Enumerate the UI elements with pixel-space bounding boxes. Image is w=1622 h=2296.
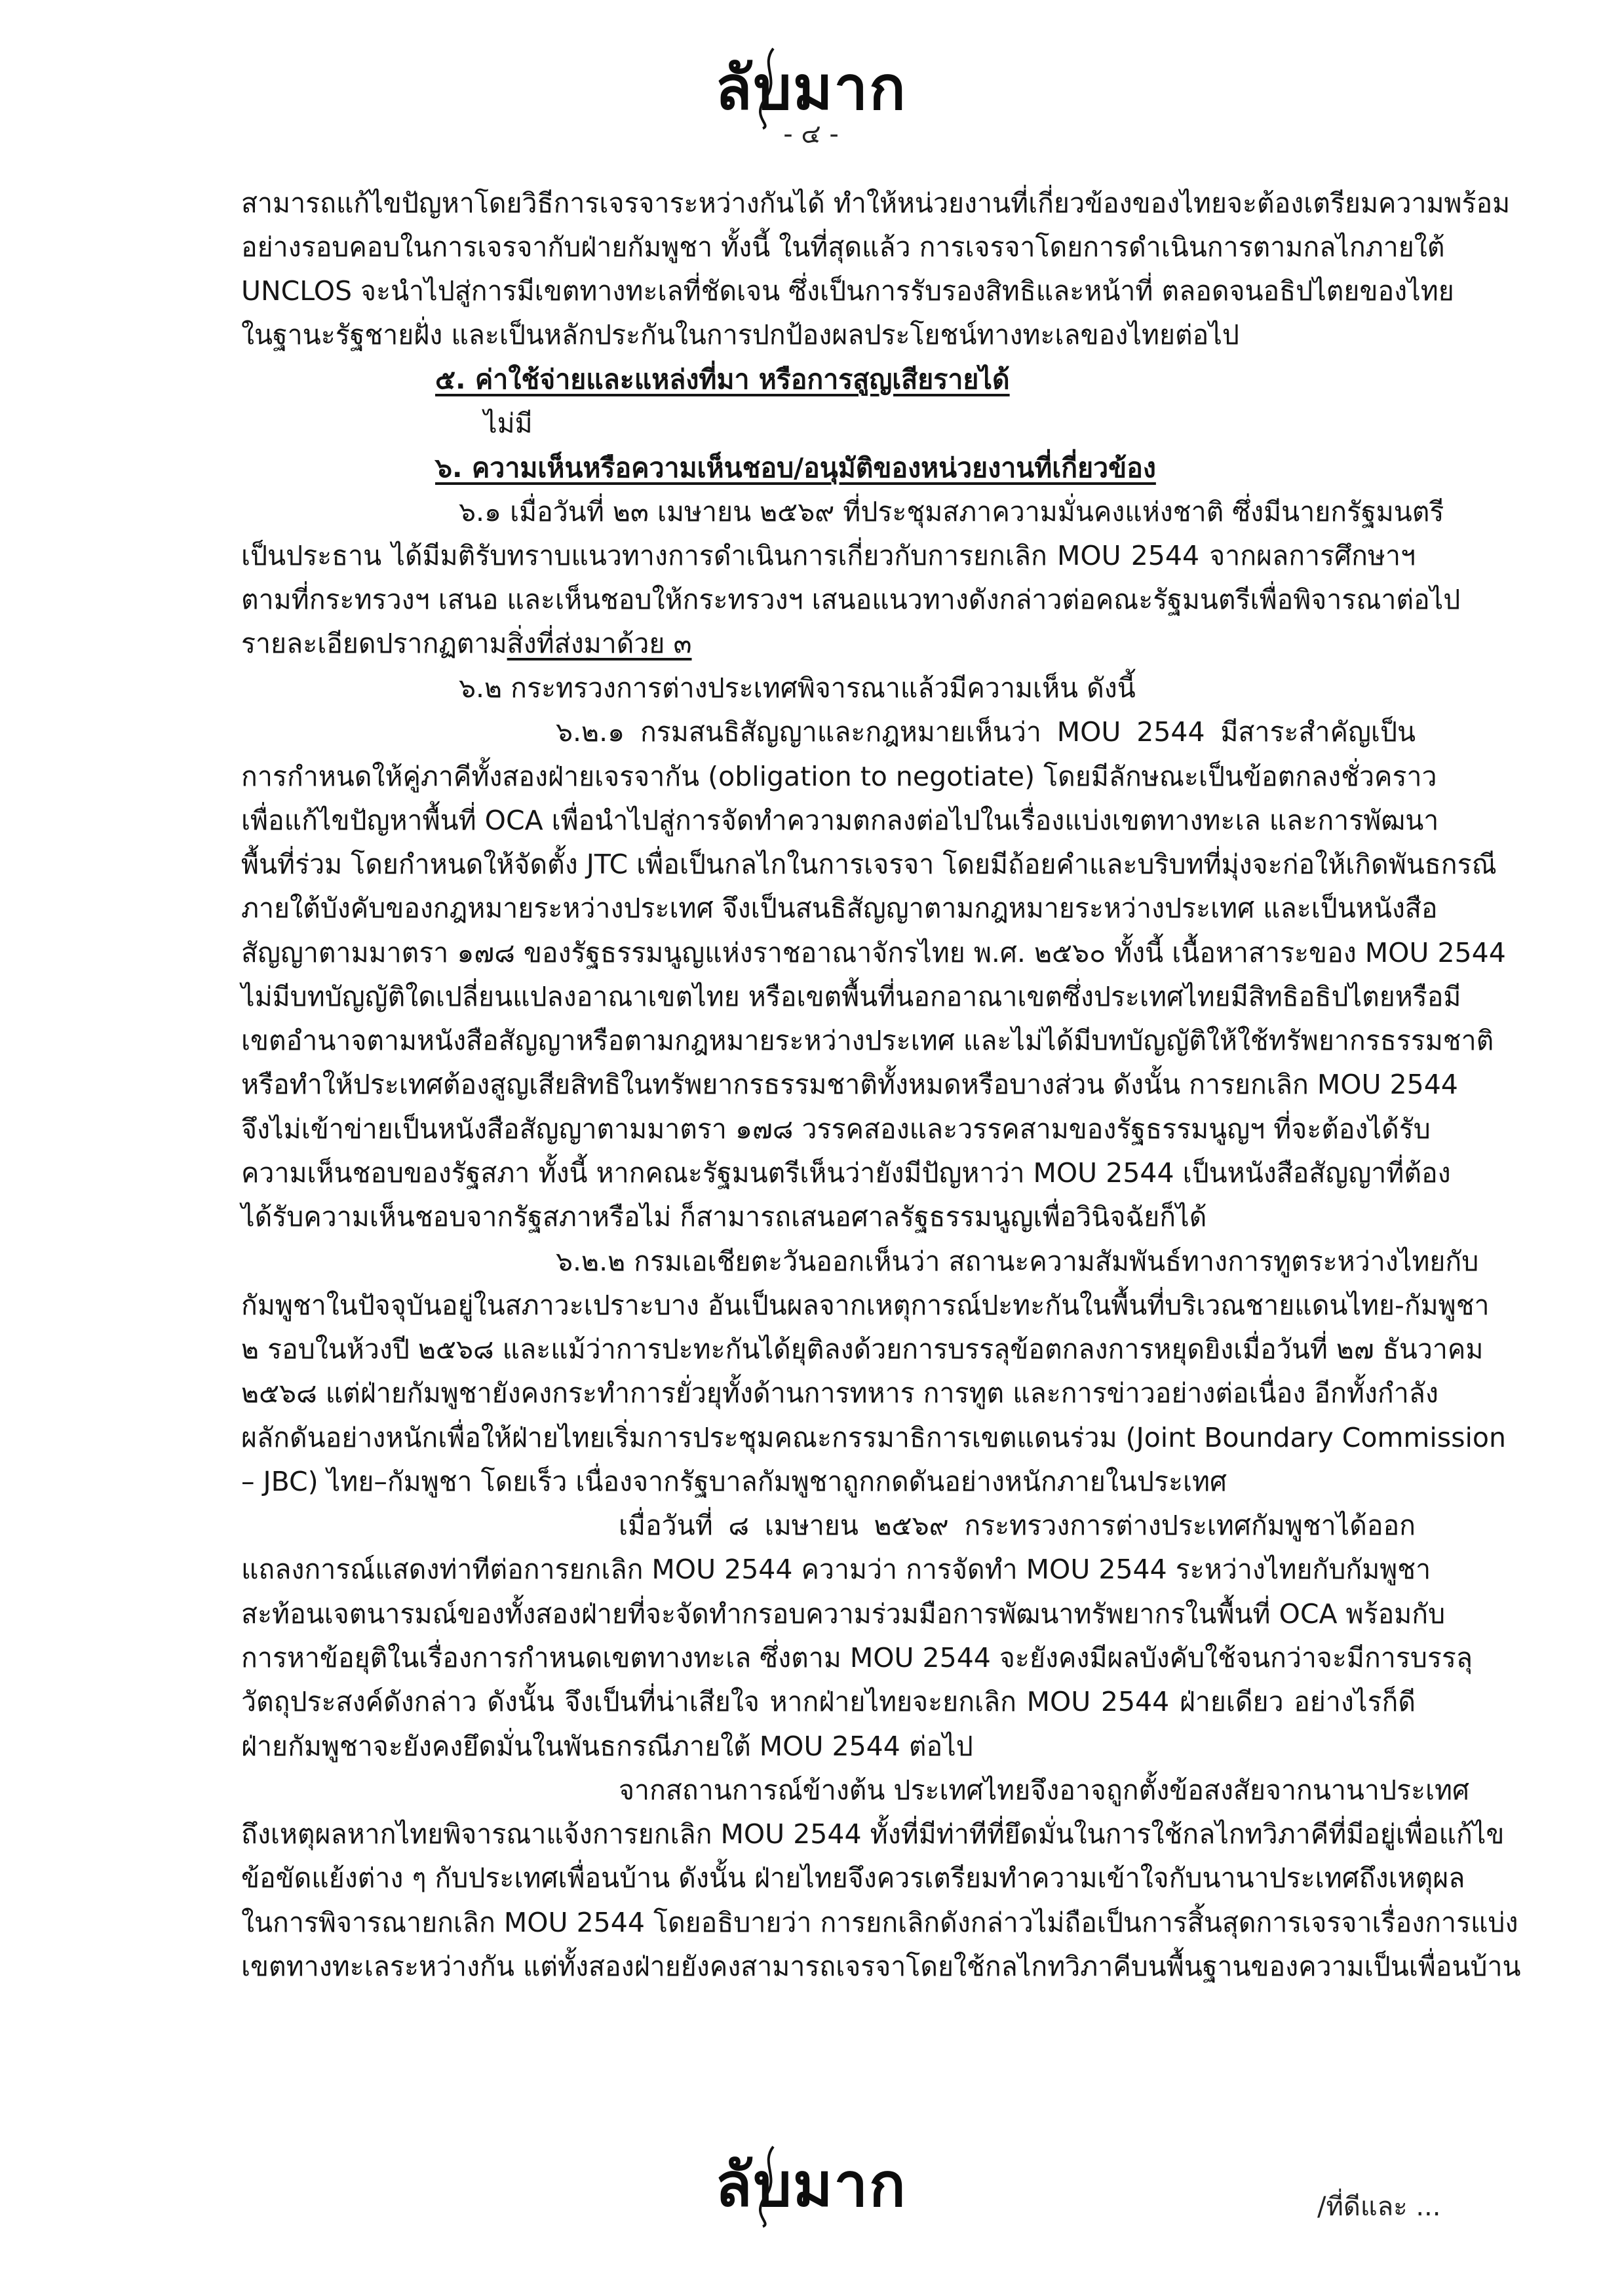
text-line: กัมพูชาในปัจจุบันอยู่ในสภาวะเปราะบาง อันเป็นผลจากเหตุการณ์ปะทะกันในพื้นที่บริเวณชายแดนไทย-กัมพูชา (241, 1290, 1490, 1321)
text-line: ๖.๒.๑ กรมสนธิสัญญาและกฎหมายเห็นว่า MOU 2544 มีสาระสำคัญเป็น (556, 716, 1416, 748)
text-line: สัญญาตามมาตรา ๑๗๘ ของรัฐธรรมนูญแห่งราชอาณาจักรไทย พ.ศ. ๒๕๖๐ ทั้งนี้ เนื้อหาสาระของ MOU 2544 (241, 937, 1506, 968)
text-line: ในการพิจารณายกเลิก MOU 2544 โดยอธิบายว่า การยกเลิกดังกล่าวไม่ถือเป็นการสิ้นสุดการเจรจาเรื่องการแบ่ง (241, 1907, 1518, 1938)
classification-stamp-top: ลับมาก (715, 53, 907, 123)
text-line: ในฐานะรัฐชายฝั่ง และเป็นหลักประกันในการปกป้องผลประโยชน์ทางทะเลของไทยต่อไป (241, 319, 1239, 351)
text-line: เมื่อวันที่ ๘ เมษายน ๒๕๖๙ กระทรวงการต่างประเทศกัมพูชาได้ออก (619, 1510, 1416, 1541)
page-number: - ๔ - (783, 119, 839, 149)
text-line: ภายใต้บังคับของกฎหมายระหว่างประเทศ จึงเป็นสนธิสัญญาตามกฎหมายระหว่างประเทศ และเป็นหนังสือ (241, 892, 1438, 924)
classification-stamp-bottom: ลับมาก (715, 2150, 907, 2220)
text-line: การกำหนดให้คู่ภาคีทั้งสองฝ่ายเจรจากัน (obligation to negotiate) โดยมีลักษณะเป็นข้อตกลงชั่วคราว (241, 761, 1437, 792)
text-line: ๒ รอบในห้วงปี ๒๕๖๘ และแม้ว่าการปะทะกันได้ยุติลงด้วยการบรรลุข้อตกลงการหยุดยิงเมื่อวันที่ ๒๗ ธันวาคม (241, 1333, 1484, 1365)
section-heading-5: ๕. ค่าใช้จ่ายและแหล่งที่มา หรือการสูญเสียรายได้ (435, 364, 1010, 395)
text-line: ไม่มี (484, 408, 533, 439)
text-line: ๖.๒ กระทรวงการต่างประเทศพิจารณาแล้วมีความเห็น ดังนี้ (459, 672, 1136, 704)
text-line: เขตอำนาจตามหนังสือสัญญาหรือตามกฎหมายระหว่างประเทศ และไม่ได้มีบทบัญญัติให้ใช้ทรัพยากรธรรมชาติ (241, 1025, 1494, 1056)
section-heading-6: ๖. ความเห็นหรือความเห็นชอบ/อนุมัติของหน่วยงานที่เกี่ยวข้อง (435, 452, 1156, 484)
text-line: ๖.๒.๒ กรมเอเชียตะวันออกเห็นว่า สถานะความสัมพันธ์ทางการทูตระหว่างไทยกับ (556, 1246, 1479, 1277)
text-line: รายละเอียดปรากฏตามสิ่งที่ส่งมาด้วย ๓ (241, 628, 692, 659)
text-line: ข้อขัดแย้งต่าง ๆ กับประเทศเพื่อนบ้าน ดังนั้น ฝ่ายไทยจึงควรเตรียมทำความเข้าใจกับนานาประเทศถึงเหตุผล (241, 1862, 1465, 1894)
text-line: สามารถแก้ไขปัญหาโดยวิธีการเจรจาระหว่างกันได้ ทำให้หน่วยงานที่เกี่ยวข้องของไทยจะต้องเตรียมความพร้อม (241, 187, 1511, 219)
text-line: ๖.๑ เมื่อวันที่ ๒๓ เมษายน ๒๕๖๙ ที่ประชุมสภาความมั่นคงแห่งชาติ ซึ่งมีนายกรัฐมนตรี (459, 496, 1444, 527)
text-line: ความเห็นชอบของรัฐสภา ทั้งนี้ หากคณะรัฐมนตรีเห็นว่ายังมีปัญหาว่า MOU 2544 เป็นหนังสือสัญญาที่ต้อง (241, 1157, 1451, 1189)
enclosure-reference: สิ่งที่ส่งมาด้วย ๓ (507, 628, 692, 659)
text-line: วัตถุประสงค์ดังกล่าว ดังนั้น จึงเป็นที่น่าเสียใจ หากฝ่ายไทยจะยกเลิก MOU 2544 ฝ่ายเดียว อย่างไรก็ดี (241, 1686, 1416, 1717)
text-line: หรือทำให้ประเทศต้องสูญเสียสิทธิในทรัพยากรธรรมชาติทั้งหมดหรือบางส่วน ดังนั้น การยกเลิก MOU 2544 (241, 1069, 1458, 1100)
text-line: สะท้อนเจตนารมณ์ของทั้งสองฝ่ายที่จะจัดทำกรอบความร่วมมือการพัฒนาทรัพยากรในพื้นที่ OCA พร้อมกับ (241, 1598, 1446, 1630)
text-line: อย่างรอบคอบในการเจรจากับฝ่ายกัมพูชา ทั้งนี้ ในที่สุดแล้ว การเจรจาโดยการดำเนินการตามกลไกภายใต้ (241, 231, 1445, 263)
text-line: แถลงการณ์แสดงท่าทีต่อการยกเลิก MOU 2544 ความว่า การจัดทำ MOU 2544 ระหว่างไทยกับกัมพูชา (241, 1554, 1431, 1585)
text-line: ผลักดันอย่างหนักเพื่อให้ฝ่ายไทยเริ่มการประชุมคณะกรรมาธิการเขตแดนร่วม (Joint Boundary Commission (241, 1422, 1506, 1453)
text-line: เพื่อแก้ไขปัญหาพื้นที่ OCA เพื่อนำไปสู่การจัดทำความตกลงต่อไปในเรื่องแบ่งเขตทางทะเล และการพัฒนา (241, 805, 1439, 836)
text-line: จากสถานการณ์ข้างต้น ประเทศไทยจึงอาจถูกตั้งข้อสงสัยจากนานาประเทศ (619, 1774, 1470, 1806)
text-line: ถึงเหตุผลหากไทยพิจารณาแจ้งการยกเลิก MOU 2544 ทั้งที่มีท่าทีที่ยึดมั่นในการใช้กลไกทวิภาคีที่มีอยู่เพื่อแก้ไข (241, 1818, 1505, 1850)
continuation-note: /ที่ดีและ ... (1317, 2192, 1441, 2222)
text-line: ฝ่ายกัมพูชาจะยังคงยึดมั่นในพันธกรณีภายใต้ MOU 2544 ต่อไป (241, 1731, 973, 1762)
text-line: จึงไม่เข้าข่ายเป็นหนังสือสัญญาตามมาตรา ๑๗๘ วรรคสองและวรรคสามของรัฐธรรมนูญฯ ที่จะต้องได้รับ (241, 1113, 1431, 1145)
text-line: – JBC) ไทย–กัมพูชา โดยเร็ว เนื่องจากรัฐบาลกัมพูชาถูกกดดันอย่างหนักภายในประเทศ (241, 1466, 1227, 1497)
text-line: ตามที่กระทรวงฯ เสนอ และเห็นชอบให้กระทรวงฯ เสนอแนวทางดังกล่าวต่อคณะรัฐมนตรีเพื่อพิจารณาต่อไป (241, 584, 1461, 615)
text-line: ไม่มีบทบัญญัติใดเปลี่ยนแปลงอาณาเขตไทย หรือเขตพื้นที่นอกอาณาเขตซึ่งประเทศไทยมีสิทธิอธิปไตยหรือมี (241, 981, 1461, 1012)
handwritten-mark-bottom (754, 2144, 784, 2229)
text-line: พื้นที่ร่วม โดยกำหนดให้จัดตั้ง JTC เพื่อเป็นกลไกในการเจรจา โดยมีถ้อยคำและบริบทที่มุ่งจะก่อให้เกิดพันธกรณี (241, 849, 1497, 880)
text-line: เป็นประธาน ได้มีมติรับทราบแนวทางการดำเนินการเกี่ยวกับการยกเลิก MOU 2544 จากผลการศึกษาฯ (241, 540, 1416, 571)
text-line: การหาข้อยุติในเรื่องการกำหนดเขตทางทะเล ซึ่งตาม MOU 2544 จะยังคงมีผลบังคับใช้จนกว่าจะมีการบรรลุ (241, 1642, 1473, 1674)
text-line: UNCLOS จะนำไปสู่การมีเขตทางทะเลที่ชัดเจน ซึ่งเป็นการรับรองสิทธิและหน้าที่ ตลอดจนอธิปไตยของไทย (241, 275, 1454, 307)
text-line: ๒๕๖๘ แต่ฝ่ายกัมพูชายังคงกระทำการยั่วยุทั้งด้านการทหาร การทูต และการข่าวอย่างต่อเนื่อง อีกทั้งกำลัง (241, 1377, 1439, 1409)
text-line: ได้รับความเห็นชอบจากรัฐสภาหรือไม่ ก็สามารถเสนอศาลรัฐธรรมนูญเพื่อวินิจฉัยก็ได้ (241, 1201, 1207, 1233)
text-line: เขตทางทะเลระหว่างกัน แต่ทั้งสองฝ่ายยังคงสามารถเจรจาโดยใช้กลไกทวิภาคีบนพื้นฐานของความเป็นเพื่อนบ้าน (241, 1951, 1521, 1982)
